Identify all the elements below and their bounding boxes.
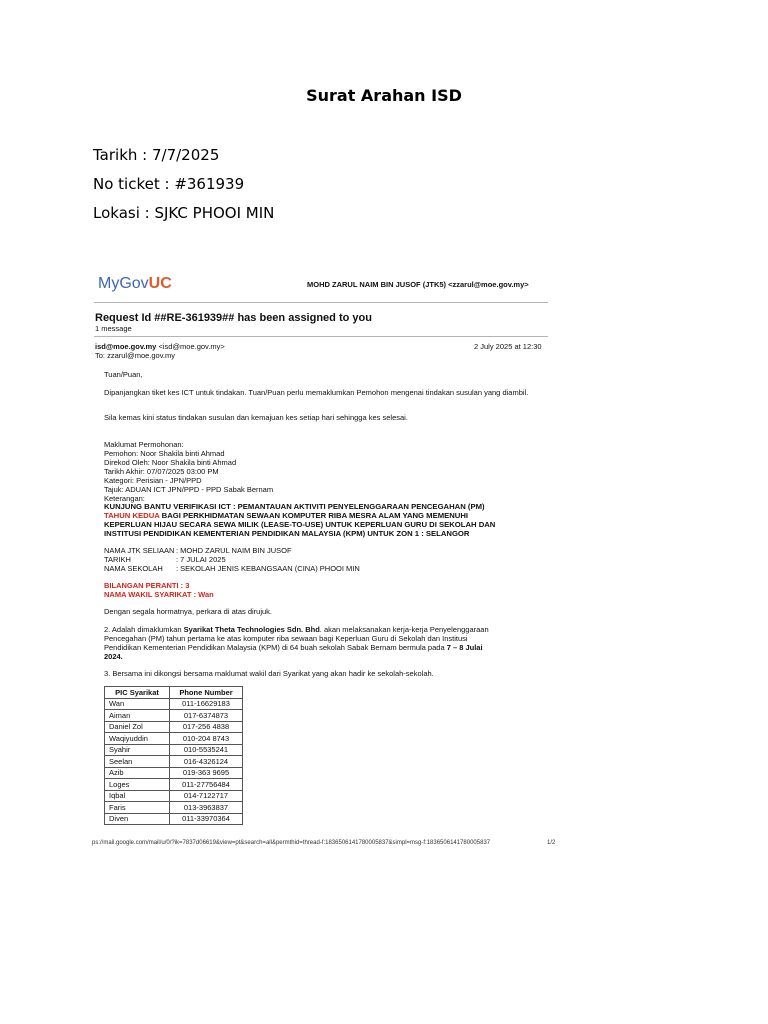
table-row xyxy=(105,710,243,722)
email-sender: isd@moe.gov.my <isd@moe.gov.my> xyxy=(95,342,225,351)
ticket-line: No ticket : #361939 xyxy=(93,175,245,193)
lokasi-line: Lokasi : SJKC PHOOI MIN xyxy=(93,204,275,222)
description-line: KEPERLUAN HIJAU SECARA SEWA MILIK (LEASE-TO-USE) UNTUK KEPERLUAN GURU DI SEKOLAH DAN xyxy=(104,520,496,529)
greeting: Tuan/Puan, xyxy=(104,370,143,379)
table-row xyxy=(105,767,243,779)
field-value: : MOHD ZARUL NAIM BIN JUSOF xyxy=(176,546,292,555)
divider xyxy=(94,336,548,337)
info-line: Maklumat Permohonan: xyxy=(104,440,184,449)
pic-name: Loges xyxy=(105,779,170,791)
column-header: PIC Syarikat xyxy=(105,687,170,699)
paragraph-2: Sila kemas kini status tindakan susulan dan kemajuan kes setiap hari sehingga kes selesai. xyxy=(104,413,408,422)
print-footer-url: ps://mail.google.com/mail/u/0/?ik=7837d06619&view=pt&search=all&permthid=thread-f:1836506141780005837&simpl=msg-f:1836506141780005837 xyxy=(92,840,491,846)
pic-name: Iqbal xyxy=(105,790,170,802)
device-count: BILANGAN PERANTI : 3 xyxy=(104,581,190,590)
description-line: INSTITUSI PENDIDIKAN KEMENTERIAN PENDIDIKAN MALAYSIA (KPM) UNTUK ZON 1 : SELANGOR xyxy=(104,529,470,538)
paragraph-item-2: 2. Adalah dimaklumkan Syarikat Theta Technologies Sdn. Bhd. akan melaksanakan kerja-kerja Penyelenggaraan xyxy=(104,625,489,634)
phone-number: 017-6374873 xyxy=(170,710,243,722)
mailbox-owner: MOHD ZARUL NAIM BIN JUSOF (JTK5) <zzarul@moe.gov.my> xyxy=(307,280,529,289)
table-row xyxy=(105,802,243,814)
description-line: TAHUN KEDUA BAGI PERKHIDMATAN SEWAAN KOMPUTER RIBA MESRA ALAM YANG MEMENUHI xyxy=(104,511,469,520)
pic-name: Azib xyxy=(105,767,170,779)
field-label: NAMA JTK SELIAAN xyxy=(104,546,175,555)
pic-name: Wan xyxy=(105,698,170,710)
table-row xyxy=(105,756,243,768)
info-line: Direkod Oleh: Noor Shakila binti Ahmad xyxy=(104,458,237,467)
message-count: 1 message xyxy=(95,324,132,333)
pic-name: Waqiyuddin xyxy=(105,733,170,745)
pic-name: Seelan xyxy=(105,756,170,768)
tarikh-line: Tarikh : 7/7/2025 xyxy=(93,146,220,164)
page-number: 1/2 xyxy=(547,840,556,846)
email-subject: Request Id ##RE-361939## has been assigned to you xyxy=(95,312,372,324)
table-row xyxy=(105,721,243,733)
pic-name: Faris xyxy=(105,802,170,814)
table-row xyxy=(105,733,243,745)
phone-number: 013-3963837 xyxy=(170,802,243,814)
table-row xyxy=(105,779,243,791)
table-row xyxy=(105,744,243,756)
email-date: 2 July 2025 at 12:30 xyxy=(474,342,542,351)
pic-name: Aiman xyxy=(105,710,170,722)
paragraph-1: Dipanjangkan tiket kes ICT untuk tindakan. Tuan/Puan perlu memaklumkan Pemohon mengenai tindakan susulan yang diambil. xyxy=(104,388,529,397)
info-line: Kategori: Perisian - JPN/PPD xyxy=(104,476,202,485)
pic-table xyxy=(104,686,243,825)
divider xyxy=(94,302,548,303)
paragraph-item-2: 2024. xyxy=(104,652,123,661)
phone-number: 017-256 4838 xyxy=(170,721,243,733)
phone-number: 016-4326124 xyxy=(170,756,243,768)
phone-number: 011-33970364 xyxy=(170,813,243,825)
phone-number: 010-204 8743 xyxy=(170,733,243,745)
pic-name: Daniel Zol xyxy=(105,721,170,733)
email-recipient: To: zzarul@moe.gov.my xyxy=(95,351,175,360)
phone-number: 010-5535241 xyxy=(170,744,243,756)
page-title: Surat Arahan ISD xyxy=(306,86,462,105)
info-line: Tarikh Akhir: 07/07/2025 03:00 PM xyxy=(104,467,219,476)
field-label: NAMA SEKOLAH xyxy=(104,564,163,573)
company-rep: NAMA WAKIL SYARIKAT : Wan xyxy=(104,590,214,599)
table-row xyxy=(105,790,243,802)
info-line: Tajuk: ADUAN ICT JPN/PPD - PPD Sabak Bernam xyxy=(104,485,274,494)
field-label: TARIKH xyxy=(104,555,131,564)
mygovuc-logo: MyGovUC xyxy=(98,275,172,292)
paragraph-item-2: Pencegahan (PM) tahun pertama ke atas komputer riba sewaan bagi Keperluan Guru di Sekolah dan Institusi xyxy=(104,634,468,643)
info-line: Pemohon: Noor Shakila binti Ahmad xyxy=(104,449,225,458)
pic-name: Syahir xyxy=(105,744,170,756)
respect-line: Dengan segala hormatnya, perkara di atas dirujuk. xyxy=(104,607,273,616)
field-value: : SEKOLAH JENIS KEBANGSAAN (CINA) PHOOI MIN xyxy=(176,564,360,573)
email-screenshot xyxy=(92,268,562,854)
paragraph-item-3: 3. Bersama ini dikongsi bersama maklumat wakil dari Syarikat yang akan hadir ke sekolah-sekolah. xyxy=(104,669,434,678)
phone-number: 019-363 9695 xyxy=(170,767,243,779)
pic-name: Diven xyxy=(105,813,170,825)
description-line: KUNJUNG BANTU VERIFIKASI ICT : PEMANTAUAN AKTIVITI PENYELENGGARAAN PENCEGAHAN (PM) xyxy=(104,502,485,511)
phone-number: 011-16629183 xyxy=(170,698,243,710)
field-value: : 7 JULAI 2025 xyxy=(176,555,226,564)
phone-number: 011-27756484 xyxy=(170,779,243,791)
paragraph-item-2: Pendidikan Kementerian Pendidikan Malaysia (KPM) di 64 buah sekolah Sabak Bernam bermula pada 7 – 8 Julai xyxy=(104,643,483,652)
table-header-row xyxy=(105,687,243,699)
info-line: Keterangan: xyxy=(104,494,145,503)
phone-number: 014-7122717 xyxy=(170,790,243,802)
table-row xyxy=(105,813,243,825)
table-row xyxy=(105,698,243,710)
column-header: Phone Number xyxy=(170,687,243,699)
